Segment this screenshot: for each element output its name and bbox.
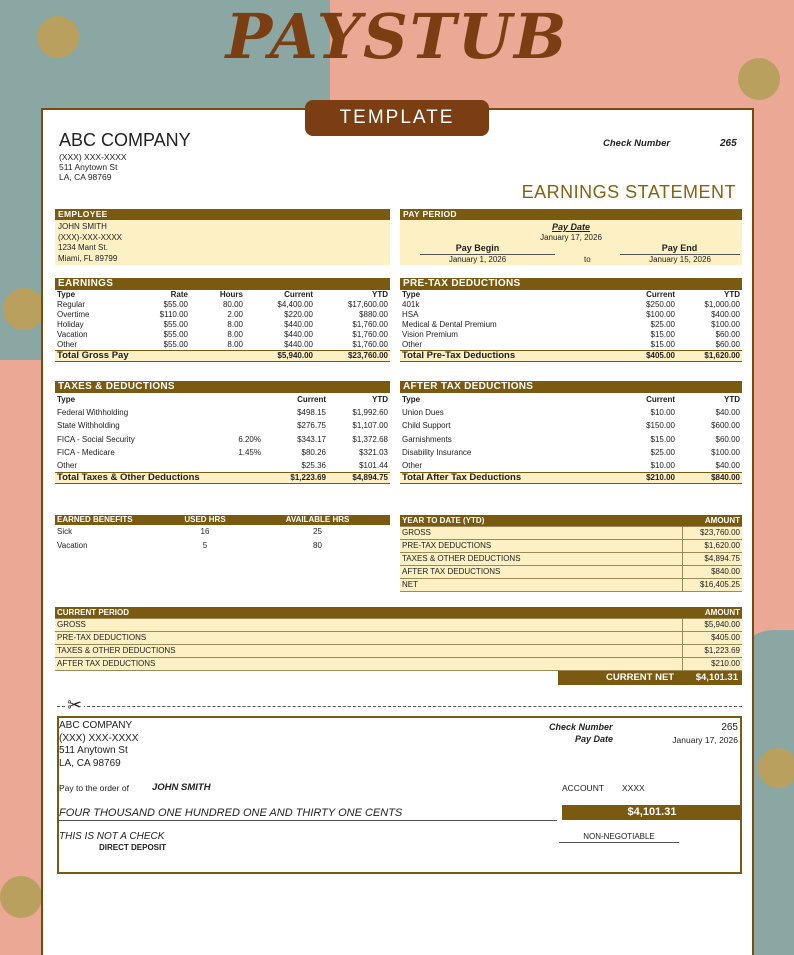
table-row: Vacation $55.00 8.00 $440.00 $1,760.00 (57, 330, 388, 339)
amount-in-words: FOUR THOUSAND ONE HUNDRED ONE AND THIRTY ONE CENTS (59, 806, 557, 821)
stub-company-city: LA, CA 98769 (59, 757, 121, 769)
paystub-document (41, 108, 754, 955)
pretax-section (400, 278, 742, 362)
employee-section (55, 209, 390, 265)
col-available-hrs: AVAILABLE HRS (285, 515, 350, 524)
stub-check-number: 265 (721, 722, 738, 733)
table-row: Other $25.36 $101.44 (57, 460, 388, 470)
page-title: PAYSTUB (225, 0, 569, 73)
company-city: LA, CA 98769 (59, 172, 112, 182)
taxes-header: TAXES & DEDUCTIONS (55, 381, 390, 393)
aftertax-section (400, 381, 742, 484)
non-negotiable-label: NON-NEGOTIABLE (559, 831, 679, 843)
table-row: Vacation 5 80 (57, 541, 322, 550)
col-ytd: YTD (372, 394, 388, 404)
table-row: AFTER TAX DEDUCTIONS $210.00 (55, 658, 742, 671)
taxes-total-row: Total Taxes & Other Deductions $1,223.69 $4,894.75 (57, 471, 388, 483)
col-current: Current (284, 290, 313, 299)
table-row: NET $16,405.25 (400, 579, 742, 592)
col-hours: Hours (219, 290, 243, 299)
taxes-section (55, 381, 390, 484)
pay-period-header: PAY PERIOD (400, 209, 742, 220)
col-current: Current (646, 394, 675, 404)
benefits-section (55, 515, 390, 553)
col-type: Type (57, 290, 76, 299)
current-period-section (55, 607, 742, 685)
col-ytd: YTD (724, 290, 740, 299)
pay-period-section (400, 209, 742, 265)
decor-dot (0, 876, 42, 918)
table-row: Sick 16 25 (57, 527, 322, 536)
account-label: ACCOUNT (562, 783, 605, 793)
stub-company (59, 720, 138, 770)
pay-to-label: Pay to the order of (59, 783, 129, 793)
table-row: HSA $100.00 $400.00 (402, 310, 740, 319)
employee-name: JOHN SMITH (58, 222, 107, 231)
not-a-check-note: THIS IS NOT A CHECK (59, 831, 165, 842)
table-row: TAXES & OTHER DEDUCTIONS $4,894.75 (400, 553, 742, 566)
ytd-section (400, 515, 742, 592)
table-row: PRE-TAX DEDUCTIONS $405.00 (55, 632, 742, 645)
table-row: Holiday $55.00 8.00 $440.00 $1,760.00 (57, 320, 388, 329)
pay-begin-value: January 1, 2026 (448, 255, 507, 264)
table-row: Other $10.00 $40.00 (402, 460, 740, 470)
col-used-hrs: USED HRS (184, 515, 226, 524)
earnings-statement-title: EARNINGS STATEMENT (521, 182, 736, 202)
table-row: Medical & Dental Premium $25.00 $100.00 (402, 320, 740, 329)
company-name: ABC COMPANY (59, 130, 191, 150)
stub-pay-date: January 17, 2026 (672, 735, 738, 745)
stub-check-number-label: Check Number (549, 722, 613, 732)
decor-dot (3, 288, 45, 330)
col-type: Type (402, 290, 421, 299)
account-value: XXXX (622, 783, 645, 793)
pay-date-label: Pay Date (551, 222, 591, 232)
col-rate: Rate (170, 290, 188, 299)
col-type: Type (402, 394, 421, 404)
stub-company-name: ABC COMPANY (59, 720, 133, 731)
col-ytd: YTD (724, 394, 740, 404)
check-number: 265 (720, 138, 737, 149)
col-type: Type (57, 394, 76, 404)
table-row: PRE-TAX DEDUCTIONS $1,620.00 (400, 540, 742, 553)
direct-deposit-label: DIRECT DEPOSIT (99, 843, 167, 852)
company-address (59, 152, 127, 182)
table-row: 401k $250.00 $1,000.00 (402, 300, 740, 309)
earnings-header: EARNINGS (55, 278, 390, 290)
pretax-total-row: Total Pre-Tax Deductions $405.00 $1,620.00 (402, 350, 740, 361)
template-badge: TEMPLATE (305, 100, 489, 136)
stub-pay-date-label: Pay Date (575, 734, 614, 744)
table-row: Other $55.00 8.00 $440.00 $1,760.00 (57, 340, 388, 349)
check-amount: $4,101.31 (562, 805, 742, 820)
pay-begin-label: Pay Begin (455, 243, 500, 253)
current-period-header: CURRENT PERIOD (55, 607, 682, 619)
table-row: FICA - Social Security 6.20% $343.17 $1,372.68 (57, 434, 388, 444)
check-number-label: Check Number (603, 138, 671, 149)
earnings-section (55, 278, 390, 362)
table-row: GROSS $5,940.00 (55, 619, 742, 632)
current-net-label: CURRENT NET (606, 672, 675, 683)
pay-to-word: to (584, 255, 591, 264)
decor-dot (758, 748, 794, 788)
ytd-header: YEAR TO DATE (YTD) (400, 515, 682, 527)
table-row: TAXES & OTHER DEDUCTIONS $1,223.69 (55, 645, 742, 658)
table-row: Regular $55.00 80.00 $4,400.00 $17,600.00 (57, 300, 388, 309)
cut-line (57, 706, 742, 707)
table-row: Disability Insurance $25.00 $100.00 (402, 448, 740, 458)
table-row: State Withholding $276.75 $1,107.00 (57, 421, 388, 431)
pay-end-value: January 15, 2026 (649, 255, 711, 264)
aftertax-total-row: Total After Tax Deductions $210.00 $840.00 (402, 471, 740, 483)
col-ytd: YTD (372, 290, 388, 299)
table-row: Other $15.00 $60.00 (402, 340, 740, 349)
employee-header: EMPLOYEE (55, 209, 390, 220)
col-earned-benefits: EARNED BENEFITS (57, 515, 133, 524)
current-net-bar (558, 671, 742, 685)
current-period-amount-label: AMOUNT (682, 607, 742, 619)
table-row: GROSS $23,760.00 (400, 527, 742, 540)
pay-end-label: Pay End (661, 243, 698, 253)
pay-date-value: January 17, 2026 (540, 233, 602, 242)
ytd-amount-label: AMOUNT (682, 515, 742, 527)
pretax-header: PRE-TAX DEDUCTIONS (400, 278, 742, 290)
table-row: Child Support $150.00 $600.00 (402, 421, 740, 431)
check-stub (57, 716, 742, 874)
employee-phone: (XXX)-XXX-XXXX (58, 232, 123, 242)
employee-street: 1234 Mant St. (58, 243, 108, 252)
table-row: AFTER TAX DEDUCTIONS $840.00 (400, 566, 742, 579)
table-row: FICA - Medicare 1.45% $80.26 $321.03 (57, 448, 388, 458)
table-row: Overtime $110.00 2.00 $220.00 $880.00 (57, 310, 388, 319)
employee-city: Miami, FL 89799 (58, 253, 118, 263)
earnings-total-row: Total Gross Pay $5,940.00 $23,760.00 (57, 350, 388, 361)
table-row: Vision Premium $15.00 $60.00 (402, 330, 740, 339)
table-row: Garnishments $15.00 $60.00 (402, 434, 740, 444)
company-street: 511 Anytown St (59, 162, 118, 172)
table-row: Union Dues $10.00 $40.00 (402, 407, 740, 417)
col-current: Current (646, 290, 675, 299)
aftertax-header: AFTER TAX DEDUCTIONS (400, 381, 742, 393)
stub-company-street: 511 Anytown St (59, 745, 128, 756)
table-row: Federal Withholding $498.15 $1,992.60 (57, 407, 388, 417)
col-current: Current (297, 394, 326, 404)
company-phone: (XXX) XXX-XXXX (59, 152, 127, 162)
stub-company-phone: (XXX) XXX-XXXX (59, 732, 139, 744)
current-net-value: $4,101.31 (695, 672, 738, 683)
scissors-icon: ✂ (67, 695, 83, 715)
payee-name: JOHN SMITH (152, 782, 211, 793)
